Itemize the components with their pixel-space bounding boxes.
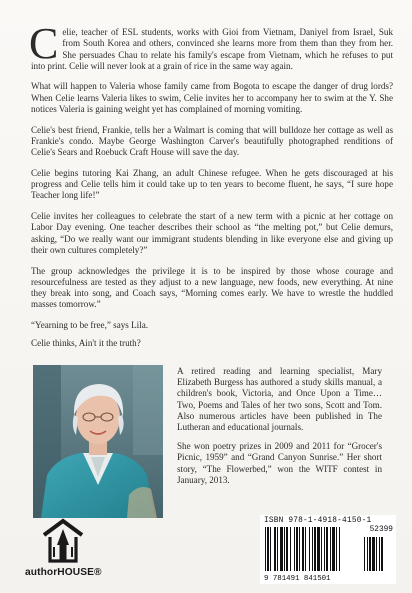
author-bio (177, 366, 382, 494)
blurb-paragraph-8: Celie thinks, Ain't it the truth? (31, 338, 141, 349)
barcode-bar (270, 527, 271, 571)
drop-cap: C (29, 19, 59, 68)
barcode-bar (280, 527, 283, 571)
barcode-bar (326, 527, 328, 571)
bio-paragraph-2: She won poetry prizes in 2009 and 2011 for “Grocer's Picnic, 1959” and “Grand Canyon Sunrise.” Her short story, “The Flowerbed,” won the WITF contest in January, 2013. (177, 441, 382, 485)
barcode-bar (321, 527, 322, 571)
barcode-bar (309, 527, 310, 571)
barcode-bar (330, 527, 331, 571)
barcode-bar (296, 527, 298, 571)
addon-bar (364, 537, 365, 571)
addon-bar (376, 537, 377, 571)
blurb-paragraph-2: What will happen to Valeria whose family came from Bogota to escape the danger of drug lords? When Celie learns Valeria likes to swim, Celie invites her to accompany her to swim at the Y. She notices Valeria is gaining weight yet has complained of morning vomiting. (31, 81, 393, 115)
price-addon-digits: 52399 (369, 526, 393, 534)
barcode-bar (336, 527, 337, 571)
blurb-paragraph-5: Celie invites her colleagues to celebrate the start of a new term with a picnic at her cottage on Labor Day evening. One teacher describes their school as “the melting pot,” but Celie demurs, asking, “Do we really want our immigrant students blending in like everyone else and giving up their own cultures completely?” (31, 211, 393, 255)
barcode-bar (290, 527, 291, 571)
publisher-name: authorHOUSE® (25, 567, 102, 578)
addon-bar (372, 537, 375, 571)
barcode-bar (312, 527, 313, 571)
blurb-paragraph-3: Celie's best friend, Frankie, tells her a Walmart is coming that will bulldoze her cottage as well as Frankie's condo. Maybe George Washington Carver's beautifully photographed renditions of Celie's Sears and Roebuck Craft House will save the day. (31, 124, 393, 158)
isbn-number: ISBN 978-1-4918-4150-1 (264, 517, 372, 525)
blurb-paragraph-1 (29, 19, 393, 72)
barcode-bar (299, 527, 300, 571)
barcode-bar (284, 527, 285, 571)
isbn-barcode (260, 515, 396, 584)
author-photo (33, 365, 163, 518)
barcode-bar (302, 527, 304, 571)
barcode-bar (265, 527, 266, 571)
barcode-bar (294, 527, 295, 571)
barcode-bar (339, 527, 340, 571)
blurb-text-1: elie, teacher of ESL students, works with Gioi from Vietnam, Daniyel from Israel, Suk from South Korea and others, convinced she learns more from them than they from her. She persuades Chau to relate his family's escape from Vietnam, which he refuses to put into print. Celie will never look at a grain of rice in the same way again. (31, 27, 393, 71)
addon-bar (367, 537, 368, 571)
barcode-bar (274, 527, 276, 571)
book-blurb (29, 19, 393, 357)
author-house-logo-icon (40, 517, 86, 565)
bio-paragraph-1: A retired reading and learning specialist, Mary Elizabeth Burgess has authored a study skills manual, a children's book, Victoria, and Once Upon a Time…Two, Poems and Tales of her two sons, Scott and Tom. Also numerous articles have been published in The Lutheran and educational journals. (177, 366, 382, 433)
barcode-bar (314, 527, 316, 571)
addon-bar (381, 537, 383, 571)
blurb-paragraph-7: “Yearning to be free,” says Lila. (31, 320, 149, 331)
barcode-bar (332, 527, 335, 571)
addon-bar (369, 537, 371, 571)
barcode-bar (277, 527, 278, 571)
publisher-logo (25, 517, 101, 581)
barcode-bar (305, 527, 306, 571)
barcode-bar (286, 527, 288, 571)
barcode-bar (267, 527, 269, 571)
barcode-bar (317, 527, 320, 571)
addon-bar (379, 537, 380, 571)
barcode-digits: 9 781491 841501 (264, 575, 331, 583)
blurb-paragraph-6: The group acknowledges the privilege it is to be inspired by those whose courage and resourcefulness are tested as they adjust to a new language, new foods, new everything. At nine they break into song, and Coach says, “Morning comes early. We have to wrestle the huddled masses tomorrow.” (31, 265, 393, 310)
blurb-paragraph-4: Celie begins tutoring Kai Zhang, an adult Chinese refugee. When he gets discouraged at his progress and Celie tells him it could take up to ten years to become fluent, he says, “I sure hope Teacher long life!” (31, 167, 393, 201)
barcode-bar (324, 527, 325, 571)
